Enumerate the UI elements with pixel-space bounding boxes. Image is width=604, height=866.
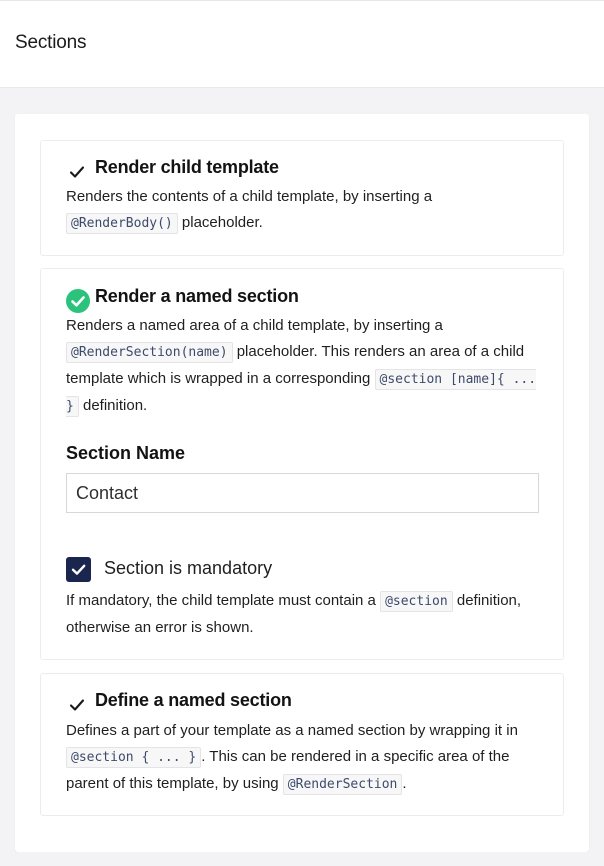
code-snippet: @section (380, 591, 453, 612)
option-card-define-named[interactable] (40, 673, 564, 816)
code-snippet: @section [name]{ ... } (66, 369, 536, 417)
section-name-input[interactable] (66, 473, 539, 513)
option-title: Define a named section (95, 690, 292, 710)
checkbox-check-icon (66, 557, 91, 582)
page-header (0, 0, 604, 88)
code-snippet: @RenderBody() (66, 213, 178, 234)
code-snippet: @RenderSection(name) (66, 342, 233, 363)
mandatory-description: If mandatory, the child template must contain a @section definition, otherwise an error is shown. (66, 592, 522, 636)
mandatory-checkbox-label[interactable]: Section is mandatory (104, 558, 273, 578)
option-description: Renders a named area of a child template, by inserting a @RenderSection(name) placeholder. This renders an area of a child template which is wrapped in a corresponding @section [name]{ ... } definition. (66, 313, 544, 420)
option-card-render-child[interactable] (40, 140, 564, 256)
page-footer-spacer (0, 852, 604, 866)
page-title: Sections (15, 32, 87, 53)
code-snippet: @section { ... } (66, 747, 201, 768)
checkmark-icon (68, 163, 86, 181)
checkmark-icon (68, 696, 86, 714)
option-card-render-named[interactable] (40, 268, 564, 660)
option-title: Render a named section (95, 286, 299, 306)
mandatory-checkbox[interactable] (66, 557, 91, 582)
section-name-label: Section Name (66, 443, 186, 463)
option-description: Renders the contents of a child template, by inserting a @RenderBody() placeholder. (66, 184, 544, 237)
option-description: Defines a part of your template as a named section by wrapping it in @section { ... } . This can be rendered in a specific area of the parent of this template, by using @RenderSection . (66, 718, 544, 798)
selected-check-icon (66, 289, 90, 313)
option-title: Render child template (95, 157, 279, 177)
code-snippet: @RenderSection (283, 774, 403, 795)
